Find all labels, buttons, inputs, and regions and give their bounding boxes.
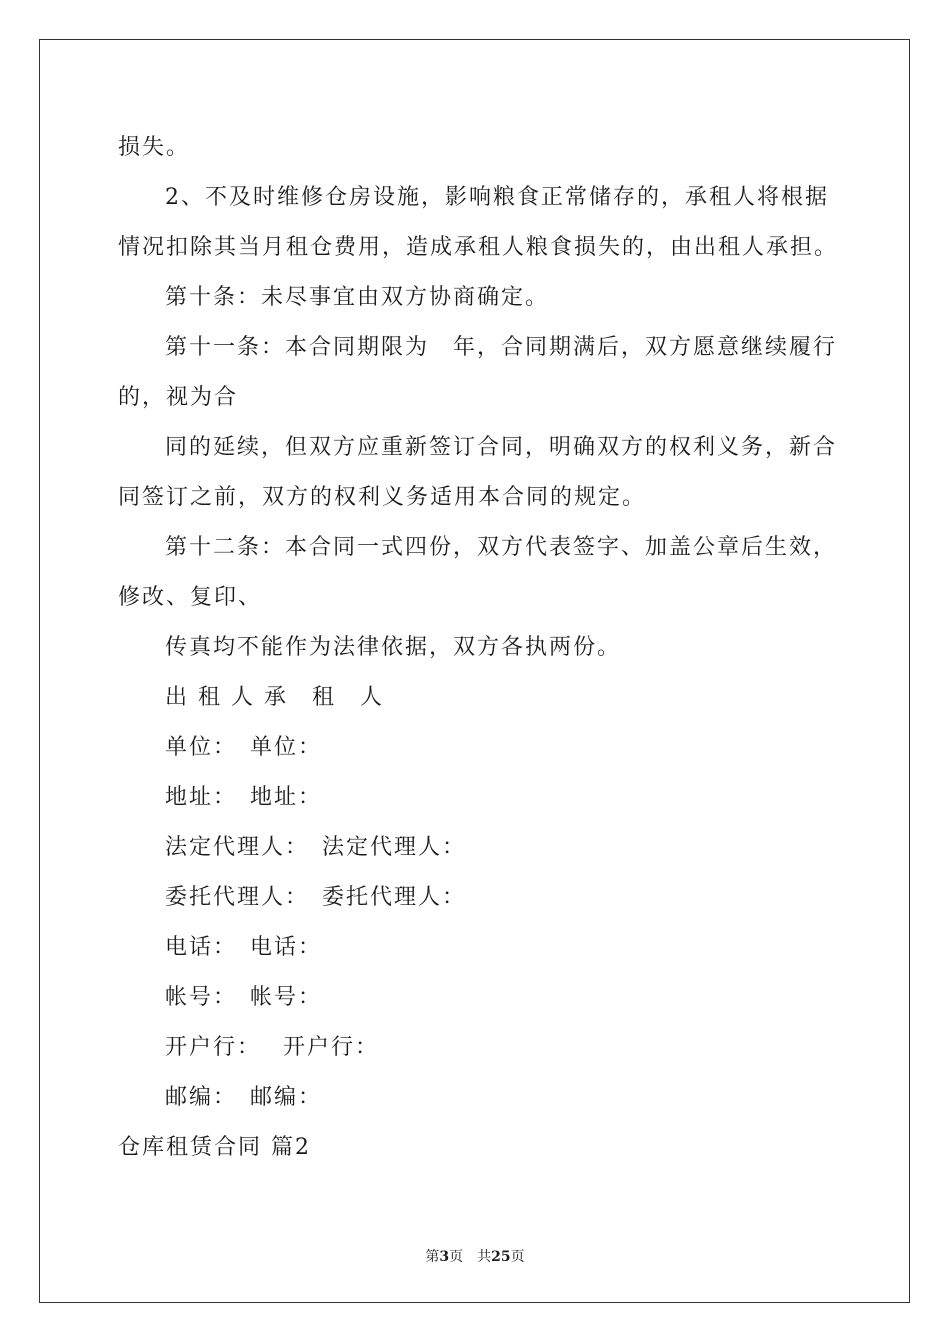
text-line-16: 委托代理人： 委托代理人：: [165, 885, 467, 910]
text-line-3: 情况扣除其当月租仓费用，造成承租人粮食损失的，由出租人承担。: [118, 235, 839, 260]
text-line-7: 同的延续，但双方应重新签订合同，明确双方的权利义务，新合: [165, 435, 838, 460]
footer-total-suffix: 页: [510, 1249, 525, 1265]
page-border: [39, 39, 910, 1303]
text-line-2: 2、不及时维修仓房设施，影响粮食正常储存的，承租人将根据: [165, 185, 829, 210]
footer-page-suffix: 页 共: [449, 1249, 492, 1265]
text-line-10: 修改、复印、: [118, 585, 263, 610]
text-line-20: 邮编： 邮编：: [165, 1085, 323, 1110]
text-line-17: 电话： 电话：: [165, 935, 323, 960]
footer-total-pages: 25: [491, 1249, 511, 1265]
text-line-12: 出 租 人 承 租 人: [165, 685, 384, 710]
text-line-4: 第十条：未尽事宜由双方协商确定。: [165, 285, 550, 310]
text-line-14: 地址： 地址：: [165, 785, 323, 810]
footer-page-number: 3: [439, 1249, 450, 1265]
footer-page-prefix: 第: [425, 1249, 440, 1265]
text-line-6: 的，视为合: [118, 385, 239, 410]
page-footer: [0, 1247, 950, 1267]
text-line-11: 传真均不能作为法律依据，双方各执两份。: [165, 635, 622, 660]
text-line-8: 同签订之前，双方的权利义务适用本合同的规定。: [118, 485, 647, 510]
text-line-15: 法定代理人： 法定代理人：: [165, 835, 467, 860]
text-line-9: 第十二条：本合同一式四份，双方代表签字、加盖公章后生效，: [165, 535, 838, 560]
text-line-19: 开户行： 开户行：: [165, 1035, 379, 1060]
text-line-18: 帐号： 帐号：: [165, 985, 323, 1010]
text-line-5: 第十一条：本合同期限为 年，合同期满后，双方愿意继续履行: [165, 335, 838, 360]
text-line-1: 损失。: [118, 135, 191, 160]
section-heading: 仓库租赁合同 篇2: [118, 1135, 311, 1160]
text-line-13: 单位： 单位：: [165, 735, 323, 760]
